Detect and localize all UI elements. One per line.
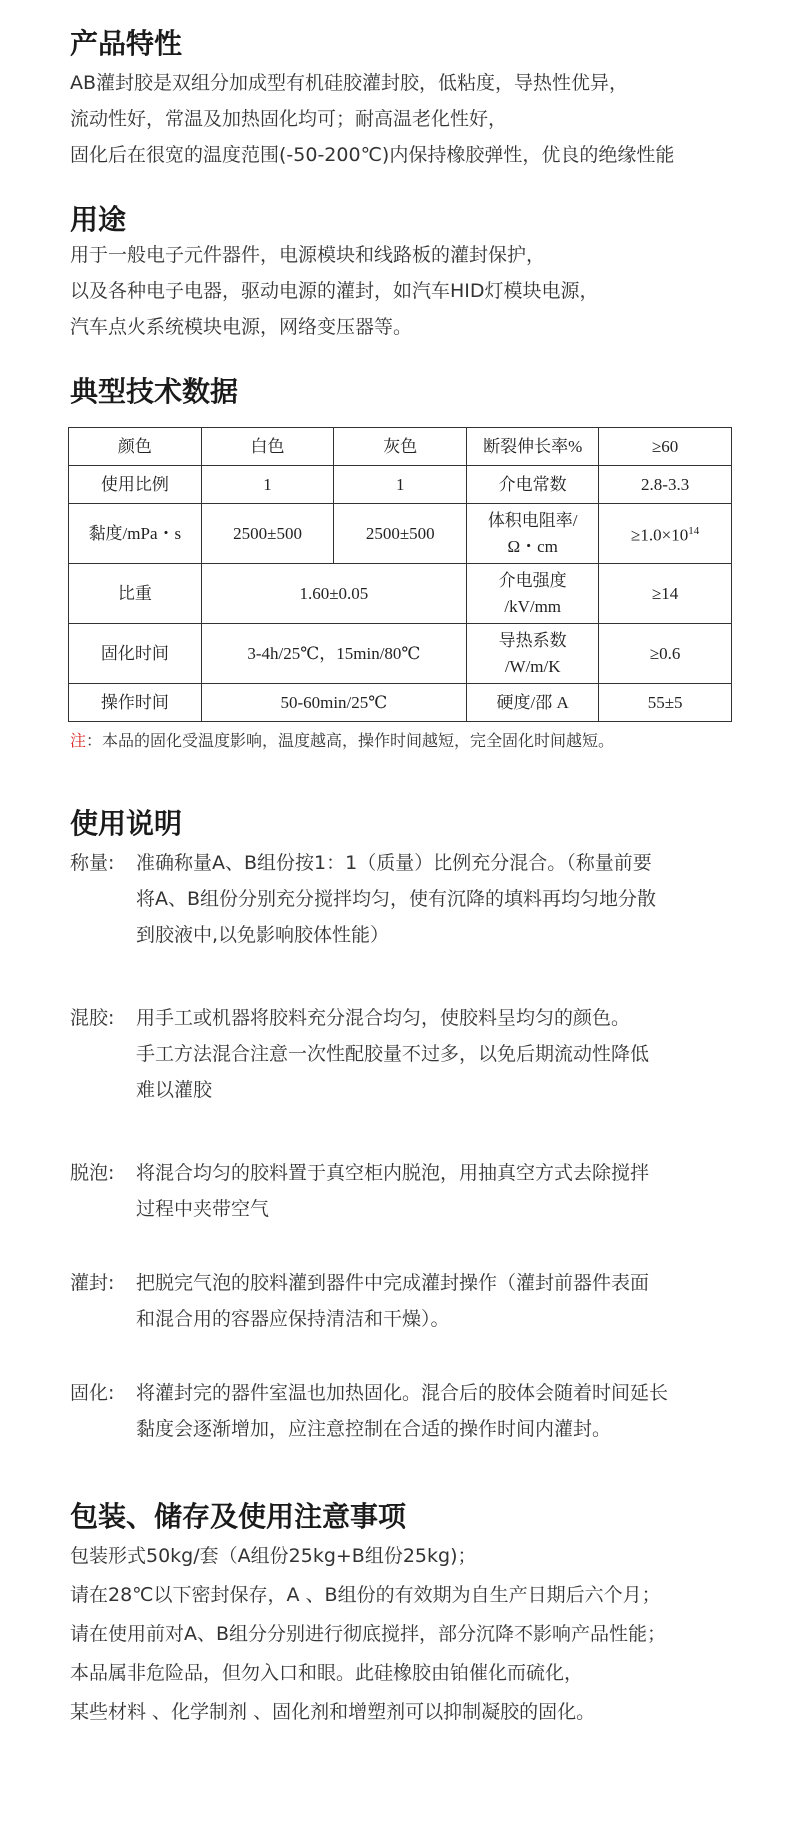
note-label: 注 — [70, 731, 87, 750]
table-row — [69, 466, 732, 504]
step-text: 把脱完气泡的胶料灌到器件中完成灌封操作（灌封前器件表面 — [136, 1272, 650, 1294]
cell-line: 导热系数 — [498, 630, 567, 650]
table-cell — [599, 504, 732, 564]
step-text: 将A、B组份分别充分搅拌均匀，使有沉降的填料再均匀地分散 — [136, 888, 657, 910]
step-mixing — [70, 1000, 770, 1108]
step-potting — [70, 1265, 770, 1337]
step-label: 固化: — [70, 1382, 115, 1404]
table-cell: 1 — [201, 466, 334, 504]
table-cell — [467, 564, 599, 624]
note-text: ：本品的固化受温度影响，温度越高，操作时间越短，完全固化时间越短。 — [86, 731, 615, 750]
step-text: 和混合用的容器应保持清洁和干燥）。 — [136, 1308, 450, 1330]
table-cell: 使用比例 — [69, 466, 202, 504]
step-row — [70, 1265, 770, 1301]
features-line-3: 固化后在很宽的温度范围(-50-200℃)内保持橡胶弹性，优良的绝缘性能 — [70, 144, 675, 166]
step-row — [70, 1375, 770, 1411]
table-cell: 2500±500 — [334, 504, 467, 564]
table-row — [69, 504, 732, 564]
step-text: 难以灌胶 — [136, 1079, 213, 1101]
step-text: 黏度会逐渐增加，应注意控制在合适的操作时间内灌封。 — [136, 1418, 612, 1440]
usage-line-3: 汽车点火系统模块电源，网络变压器等。 — [70, 316, 413, 338]
table-cell: 颜色 — [69, 428, 202, 466]
table-cell: 固化时间 — [69, 624, 202, 684]
packaging-line-3: 请在使用前对A、B组分分别进行彻底搅拌，部分沉降不影响产品性能； — [70, 1623, 667, 1645]
instructions-heading: 使用说明 — [70, 807, 183, 840]
table-cell: ≥0.6 — [599, 624, 732, 684]
step-row — [70, 1301, 770, 1337]
step-degassing — [70, 1155, 770, 1227]
packaging-line-5: 某些材料 、化学制剂 、固化剂和增塑剂可以抑制凝胶的固化。 — [70, 1701, 596, 1723]
cell-line: /W/m/K — [504, 656, 561, 676]
table-cell: 断裂伸长率% — [467, 428, 599, 466]
table-cell: ≥60 — [599, 428, 732, 466]
step-text: 过程中夹带空气 — [136, 1198, 270, 1220]
step-label: 脱泡: — [70, 1162, 115, 1184]
table-note — [70, 728, 614, 751]
cell-value: ≥1.0×10 — [631, 525, 689, 545]
table-cell: 操作时间 — [69, 684, 202, 722]
step-label: 混胶: — [70, 1007, 115, 1029]
cell-line: Ω・cm — [507, 536, 558, 556]
step-text: 手工方法混合注意一次性配胶量不过多，以免后期流动性降低 — [136, 1043, 650, 1065]
step-text: 用手工或机器将胶料充分混合均匀，使胶料呈均匀的颜色。 — [136, 1007, 631, 1029]
table-cell: 2.8-3.3 — [599, 466, 732, 504]
table-cell: 比重 — [69, 564, 202, 624]
step-row — [70, 1072, 770, 1108]
table-cell: 2500±500 — [201, 504, 334, 564]
table-cell: 灰色 — [334, 428, 467, 466]
table-cell: 硬度/邵 A — [467, 684, 599, 722]
step-row — [70, 1000, 770, 1036]
step-curing — [70, 1375, 770, 1447]
usage-heading: 用途 — [70, 203, 127, 236]
step-row — [70, 1155, 770, 1191]
step-row — [70, 917, 770, 953]
step-text: 将混合均匀的胶料置于真空柜内脱泡，用抽真空方式去除搅拌 — [136, 1162, 650, 1184]
packaging-line-2: 请在28℃以下密封保存，A 、B组份的有效期为自生产日期后六个月； — [70, 1584, 661, 1606]
features-heading: 产品特性 — [70, 27, 183, 60]
step-text: 将灌封完的器件室温也加热固化。混合后的胶体会随着时间延长 — [136, 1382, 669, 1404]
step-row — [70, 881, 770, 917]
step-label: 称量: — [70, 852, 115, 874]
table-row — [69, 684, 732, 722]
table-cell: 1 — [334, 466, 467, 504]
table-row — [69, 564, 732, 624]
usage-line-1: 用于一般电子元件器件，电源模块和线路板的灌封保护， — [70, 244, 546, 266]
table-row — [69, 428, 732, 466]
table-cell: 介电常数 — [467, 466, 599, 504]
table-cell: 55±5 — [599, 684, 732, 722]
step-row — [70, 1036, 770, 1072]
cell-line: 介电强度 — [498, 570, 567, 590]
table-cell: 黏度/mPa・s — [69, 504, 202, 564]
step-text: 到胶液中,以免影响胶体性能） — [136, 924, 390, 946]
packaging-line-4: 本品属非危险品，但勿入口和眼。此硅橡胶由铂催化而硫化， — [70, 1662, 584, 1684]
table-cell: 白色 — [201, 428, 334, 466]
tech-data-table — [68, 427, 732, 722]
step-text: 准确称量A、B组份按1：1（质量）比例充分混合。（称量前要 — [136, 852, 652, 874]
table-cell: 3-4h/25℃，15min/80℃ — [201, 624, 466, 684]
tech-data-heading: 典型技术数据 — [70, 375, 239, 408]
cell-line: 体积电阻率/ — [487, 510, 578, 530]
table-cell: ≥14 — [599, 564, 732, 624]
step-row — [70, 1411, 770, 1447]
features-line-1: AB灌封胶是双组分加成型有机硅胶灌封胶，低粘度，导热性优异， — [70, 72, 629, 94]
features-line-2: 流动性好，常温及加热固化均可；耐高温老化性好， — [70, 108, 508, 130]
table-row — [69, 624, 732, 684]
step-row — [70, 1191, 770, 1227]
packaging-line-1: 包装形式50kg/套（A组份25kg+B组份25kg)； — [70, 1545, 477, 1567]
cell-line: /kV/mm — [504, 596, 562, 616]
cell-exponent: 14 — [688, 525, 700, 538]
table-cell — [467, 624, 599, 684]
step-row — [70, 845, 770, 881]
table-cell: 1.60±0.05 — [201, 564, 466, 624]
step-weighing — [70, 845, 770, 953]
packaging-heading: 包装、储存及使用注意事项 — [70, 1500, 407, 1533]
step-label: 灌封: — [70, 1272, 115, 1294]
table-cell: 50-60min/25℃ — [201, 684, 466, 722]
usage-line-2: 以及各种电子电器，驱动电源的灌封，如汽车HID灯模块电源， — [70, 280, 599, 302]
table-cell — [467, 504, 599, 564]
